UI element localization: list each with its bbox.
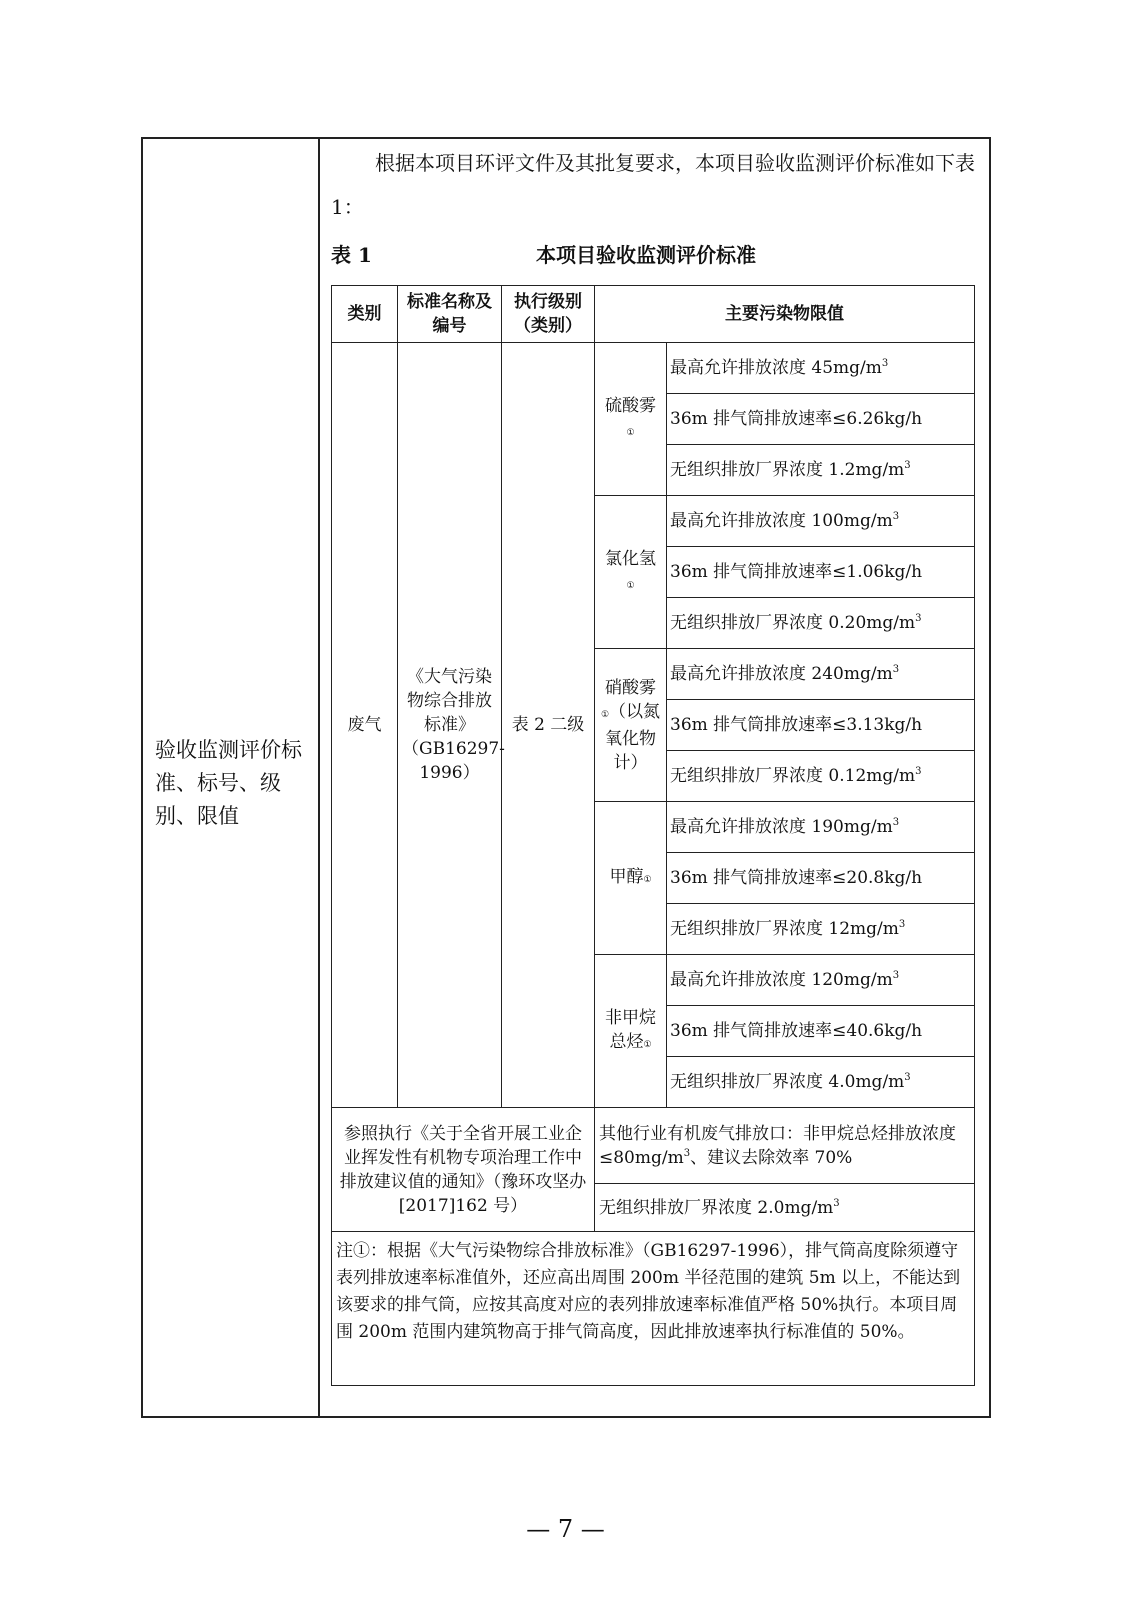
outer-left-column xyxy=(143,139,320,1416)
pollutant-cell: 氯化氢 ① xyxy=(595,496,667,649)
header-row xyxy=(332,286,975,343)
reference-limit-cell: 无组织排放厂界浓度 $2.0mg/m^3$ xyxy=(595,1184,975,1232)
limit-cell: 无组织排放厂界浓度 $12mg/m^3$ xyxy=(667,904,975,955)
limit-cell: 36m 排气筒排放速率≤40.6kg/h xyxy=(667,1006,975,1057)
pollutant-cell: 硫酸雾 ① xyxy=(595,343,667,496)
table-row xyxy=(332,343,975,394)
header-standard: 标准名称及编号 xyxy=(398,286,502,343)
limit-cell: 最高允许排放浓度 $240mg/m^3$ xyxy=(667,649,975,700)
limit-cell: 最高允许排放浓度 $100mg/m^3$ xyxy=(667,496,975,547)
intro-text: 根据本项目环评文件及其批复要求，本项目验收监测评价标准如下表 1： xyxy=(331,151,975,219)
grade-cell: 表 2 二级 xyxy=(502,343,595,1108)
limit-cell: 无组织排放厂界浓度 $1.2mg/m^3$ xyxy=(667,445,975,496)
note-row xyxy=(332,1232,975,1386)
standard-cell: 《大气污染物综合排放标准》（GB16297-1996） xyxy=(398,343,502,1108)
limit-cell: 36m 排气筒排放速率≤6.26kg/h xyxy=(667,394,975,445)
row-label: 验收监测评价标准、标号、级别、限值 xyxy=(155,738,302,828)
table-caption xyxy=(331,239,981,269)
intro-paragraph xyxy=(331,141,981,229)
limit-cell: 无组织排放厂界浓度 $0.12mg/m^3$ xyxy=(667,751,975,802)
header-limits: 主要污染物限值 xyxy=(595,286,975,343)
note-cell: 注①：根据《大气污染物综合排放标准》（GB16297-1996），排气筒高度除须遵守表列排放速率标准值外，还应高出周围 200m 半径范围的建筑 5m 以上，不能达到该要求的排气筒，应按其高度对应的表列排放速率标准值严格 50%执行。本项目周围 200m 范围内建筑物高于排气筒高度，因此排放速率执行标准值的 50%。 xyxy=(332,1232,975,1386)
limit-cell: 无组织排放厂界浓度 $0.20mg/m^3$ xyxy=(667,598,975,649)
reference-limit-cell: 其他行业有机废气排放口：非甲烷总烃排放浓度$\le 80mg/m^3$、建议去除效率 70% xyxy=(595,1108,975,1184)
limit-cell: 36m 排气筒排放速率≤1.06kg/h xyxy=(667,547,975,598)
pollutant-cell: 硝酸雾 ①（以氮氧化物计） xyxy=(595,649,667,802)
limit-cell: 最高允许排放浓度 $45mg/m^3$ xyxy=(667,343,975,394)
header-category: 类别 xyxy=(332,286,398,343)
page-number: — 7 — xyxy=(526,1515,605,1543)
limit-cell: 无组织排放厂界浓度 $4.0mg/m^3$ xyxy=(667,1057,975,1108)
standards-table xyxy=(331,285,975,1386)
table-number: 表 1 xyxy=(331,243,372,267)
table-title: 本项目验收监测评价标准 xyxy=(536,243,756,267)
reference-cell: 参照执行《关于全省开展工业企业挥发性有机物专项治理工作中排放建议值的通知》（豫环攻坚办[2017]162 号） xyxy=(332,1108,595,1232)
table-row xyxy=(332,1108,975,1184)
limit-cell: 最高允许排放浓度 $190mg/m^3$ xyxy=(667,802,975,853)
category-cell: 废气 xyxy=(332,343,398,1108)
pollutant-cell: 非甲烷总烃① xyxy=(595,955,667,1108)
limit-cell: 最高允许排放浓度 $120mg/m^3$ xyxy=(667,955,975,1006)
limit-cell: 36m 排气筒排放速率≤3.13kg/h xyxy=(667,700,975,751)
pollutant-cell: 甲醇① xyxy=(595,802,667,955)
outer-frame xyxy=(141,137,991,1418)
limit-cell: 36m 排气筒排放速率≤20.8kg/h xyxy=(667,853,975,904)
header-grade: 执行级别（类别） xyxy=(502,286,595,343)
